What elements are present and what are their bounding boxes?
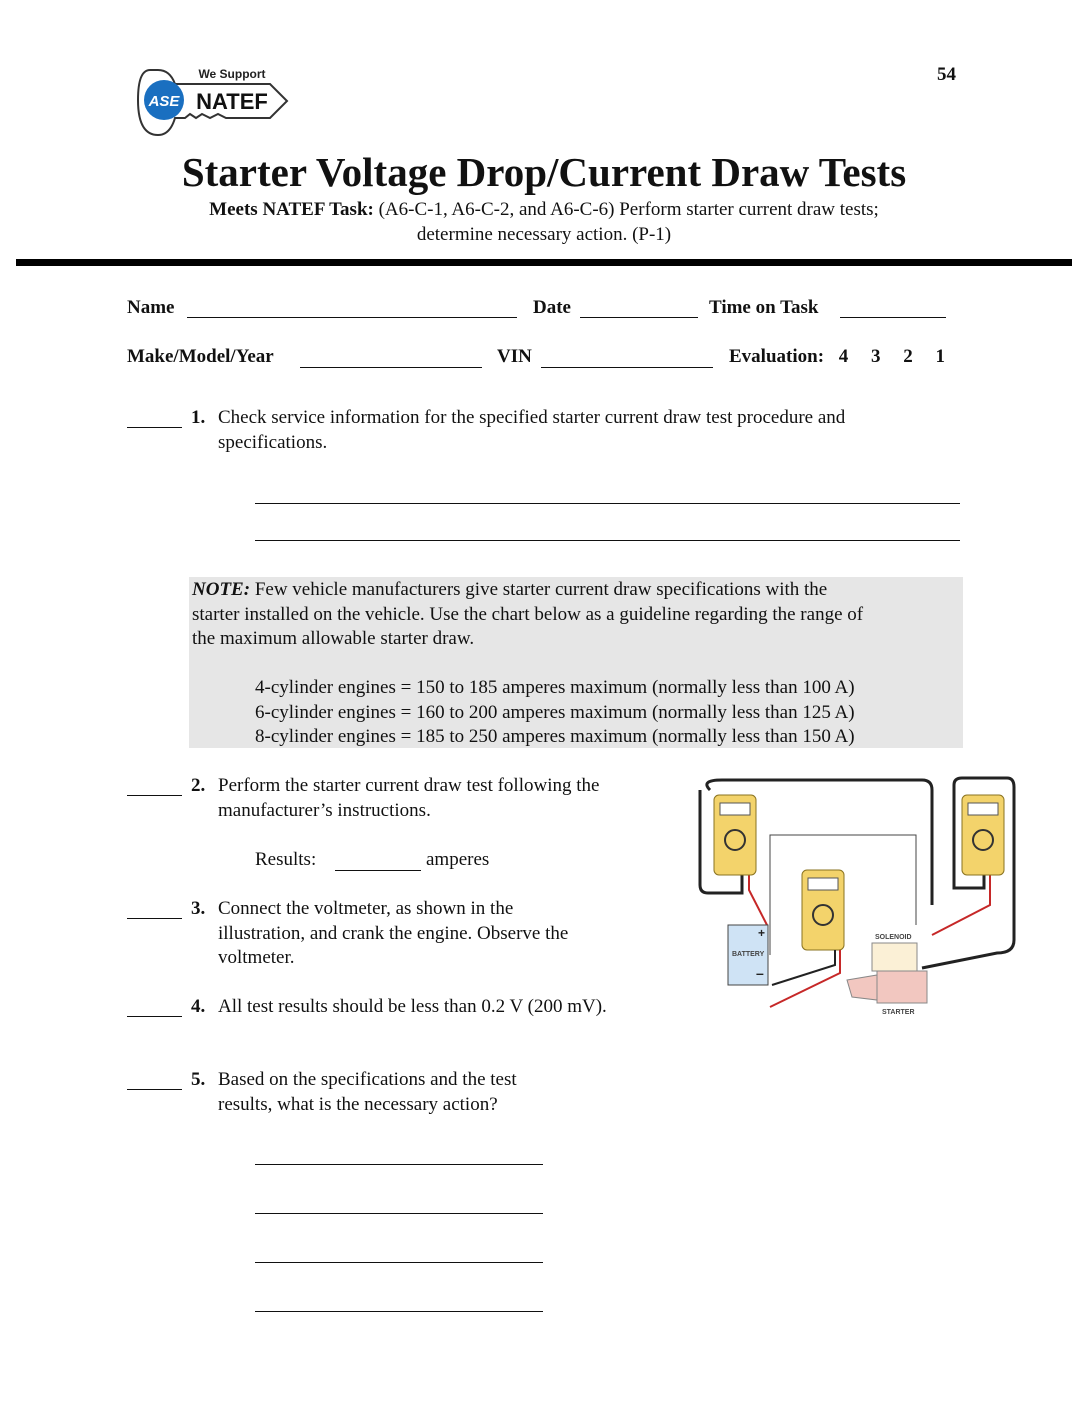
item-1-text: [218, 406, 845, 455]
results-unit: amperes: [426, 849, 490, 870]
item-4-text: All test results should be less than 0.2 V (200 mV).: [218, 996, 607, 1017]
multimeter-icon: [714, 795, 756, 875]
item-5-answer-line[interactable]: [255, 1213, 543, 1214]
task-line1: (A6-C-1, A6-C-2, and A6-C-6) Perform starter current draw tests;: [378, 199, 879, 220]
task-subtitle: [0, 198, 1088, 247]
item-3-text: [218, 897, 568, 971]
note-line3: the maximum allowable starter draw.: [192, 628, 475, 649]
note-line1: Few vehicle manufacturers give starter current draw specifications with the: [254, 579, 828, 600]
results-field[interactable]: [335, 870, 421, 871]
item-5-text: [218, 1068, 517, 1117]
item-1-answer-line[interactable]: [255, 503, 960, 504]
vin-label: VIN: [497, 346, 532, 367]
task-line2: determine necessary action. (P-1): [416, 223, 672, 245]
battery-label: BATTERY: [732, 951, 765, 958]
item-3-line1: Connect the voltmeter, as shown in the: [218, 898, 514, 919]
item-1-number: 1.: [191, 407, 206, 428]
item-3-line3: voltmeter.: [218, 947, 295, 968]
item-5-number: 5.: [191, 1069, 206, 1090]
item-2-number: 2.: [191, 775, 206, 796]
item-5-answer-line[interactable]: [255, 1311, 543, 1312]
svg-text:NATEF: NATEF: [196, 89, 268, 114]
starter-icon: [877, 971, 927, 1003]
item-1-checkbox[interactable]: [127, 427, 182, 428]
item-4-checkbox[interactable]: [127, 1016, 182, 1017]
item-4-number: 4.: [191, 996, 206, 1017]
time-on-task-label: Time on Task: [709, 297, 819, 318]
svg-text:We Support: We Support: [198, 67, 266, 81]
item-2-line2: manufacturer’s instructions.: [218, 799, 431, 821]
item-3-number: 3.: [191, 898, 206, 919]
results-label: Results:: [255, 849, 317, 870]
page-title: Starter Voltage Drop/Current Draw Tests: [181, 149, 907, 195]
header-divider: [16, 259, 1072, 266]
solenoid-label: SOLENOID: [875, 934, 912, 941]
vin-field[interactable]: [541, 367, 713, 368]
item-5-line1: Based on the specifications and the test: [218, 1069, 517, 1090]
spec-4-cylinder: 4-cylinder engines = 150 to 185 amperes maximum (normally less than 100 A): [255, 677, 855, 698]
date-label: Date: [533, 297, 571, 318]
note-box: [189, 577, 963, 748]
starter-label: STARTER: [882, 1009, 915, 1016]
make-model-year-field[interactable]: [300, 367, 482, 368]
item-5-checkbox[interactable]: [127, 1089, 182, 1090]
item-3-line2: illustration, and crank the engine. Observe the: [218, 922, 569, 944]
item-1-line2: specifications.: [218, 431, 328, 453]
natef-logo: [130, 60, 295, 145]
item-5-answer-line[interactable]: [255, 1164, 543, 1165]
minus-label: –: [756, 965, 764, 981]
item-2-text: [218, 774, 599, 823]
item-2-line1: Perform the starter current draw test following the: [218, 775, 600, 796]
voltage-drop-illustration: [692, 775, 1022, 1020]
make-model-year-label: Make/Model/Year: [127, 346, 274, 367]
eval-score-3[interactable]: 3: [871, 346, 881, 367]
date-field[interactable]: [580, 317, 698, 318]
time-on-task-field[interactable]: [840, 317, 946, 318]
item-5-answer-line[interactable]: [255, 1262, 543, 1263]
note-line2: starter installed on the vehicle. Use the chart below as a guideline regarding the range of: [192, 603, 864, 625]
note-label: NOTE:: [192, 579, 251, 600]
item-3-checkbox[interactable]: [127, 918, 182, 919]
item-2-checkbox[interactable]: [127, 795, 182, 796]
multimeter-icon: [962, 795, 1004, 875]
solenoid-icon: [872, 943, 917, 971]
eval-score-4[interactable]: 4: [838, 346, 849, 367]
spec-8-cylinder: 8-cylinder engines = 185 to 250 amperes maximum (normally less than 150 A): [255, 726, 855, 747]
spec-6-cylinder: 6-cylinder engines = 160 to 200 amperes maximum (normally less than 125 A): [255, 701, 855, 723]
multimeter-icon: [802, 870, 844, 950]
evaluation: [729, 345, 945, 370]
item-1-line1: Check service information for the specified starter current draw test procedure and: [218, 407, 846, 428]
name-field[interactable]: [187, 317, 517, 318]
item-1-answer-line[interactable]: [255, 540, 960, 541]
eval-score-2[interactable]: 2: [903, 346, 913, 367]
evaluation-label: Evaluation:: [729, 346, 825, 367]
eval-score-1[interactable]: 1: [935, 346, 946, 367]
page-number: 54: [937, 64, 956, 85]
task-label: Meets NATEF Task:: [209, 199, 374, 220]
svg-text:ASE: ASE: [148, 93, 180, 110]
item-5-line2: results, what is the necessary action?: [218, 1093, 498, 1115]
name-label: Name: [127, 297, 175, 318]
plus-label: +: [758, 926, 766, 940]
